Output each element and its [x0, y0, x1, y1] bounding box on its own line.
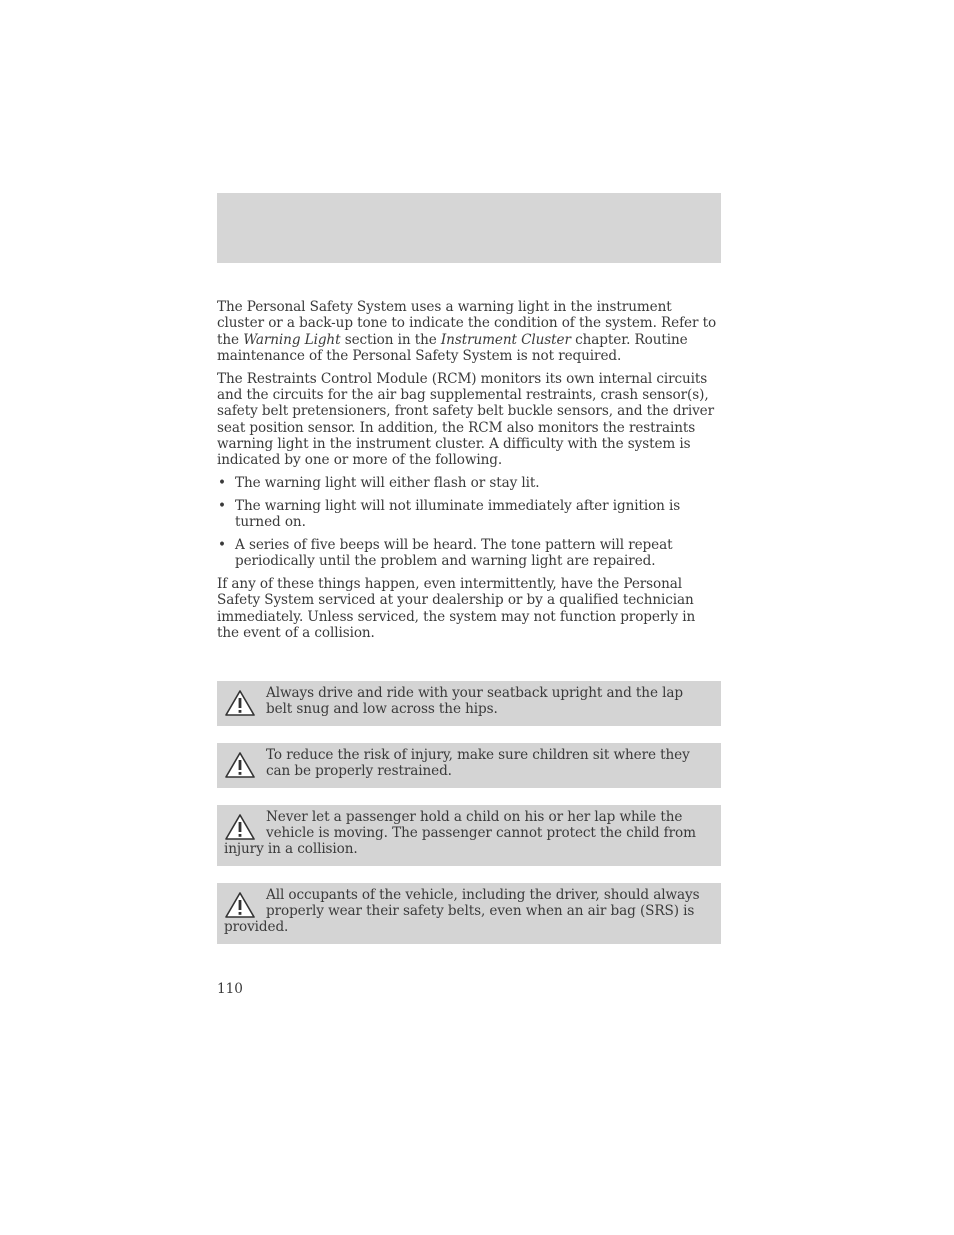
- intro-paragraph-3: If any of these things happen, even intermittently, have the Personal Safety System serviced at your dealership or by a qualified technician immediately. Unless serviced, the system may not function properly in the event of a collision.: [217, 575, 696, 641]
- section-header-band: [217, 193, 721, 263]
- intro-paragraph-2: The Restraints Control Module (RCM) monitors its own internal circuits and the circuits for the air bag supplemental restraints, crash sensor(s), safety belt pretensioners, front safety belt buckle sensors, and the driver seat position sensor. In addition, the RCM also monitors the restraints warning light in the instrument cluster. A difficulty with the system is indicated by one or more of the following.: [217, 370, 714, 469]
- list-item: • The warning light will not illuminate immediately after ignition is turned on.: [218, 497, 681, 531]
- warning-text: All occupants of the vehicle, including the driver, should always properly wear their safety belts, even when an air bag (SRS) is provided.: [224, 887, 700, 936]
- instrument-cluster-reference: Instrument Cluster: [440, 331, 571, 348]
- warning-text: Always drive and ride with your seatback upright and the lap belt snug and low across the hips.: [266, 685, 683, 718]
- warning-box-children: [217, 743, 721, 788]
- bullet-icon: •: [218, 474, 226, 491]
- warning-triangle-icon: [224, 813, 256, 841]
- list-item: • The warning light will either flash or stay lit.: [218, 474, 540, 491]
- warning-triangle-icon: [224, 891, 256, 919]
- warning-triangle-icon: [224, 751, 256, 779]
- list-item: • A series of five beeps will be heard. The tone pattern will repeat periodically until the problem and warning light are repaired.: [218, 536, 673, 570]
- warning-box-lap-child: [217, 805, 721, 866]
- warning-light-reference: Warning Light: [243, 331, 341, 348]
- warning-text: Never let a passenger hold a child on his or her lap while the vehicle is moving. The passenger cannot protect the child from injury in a collision.: [224, 809, 696, 858]
- warning-box-safety-belts: [217, 883, 721, 944]
- bullet-icon: •: [218, 536, 226, 553]
- warning-box-seatback: [217, 681, 721, 726]
- bullet-icon: •: [218, 497, 226, 514]
- warning-triangle-icon: [224, 689, 256, 717]
- symptom-list: [217, 475, 721, 569]
- intro-paragraph-1: The Personal Safety System uses a warning light in the instrument cluster or a back-up tone to indicate the condition of the system. Refer to the Warning Light section in the Instrument Cluster chapter. Routine maintenance of the Personal Safety System is not required.: [217, 299, 717, 364]
- page-number: 110: [217, 981, 243, 997]
- body-content: [217, 299, 721, 648]
- warning-text: To reduce the risk of injury, make sure children sit where they can be properly restrained.: [266, 747, 690, 780]
